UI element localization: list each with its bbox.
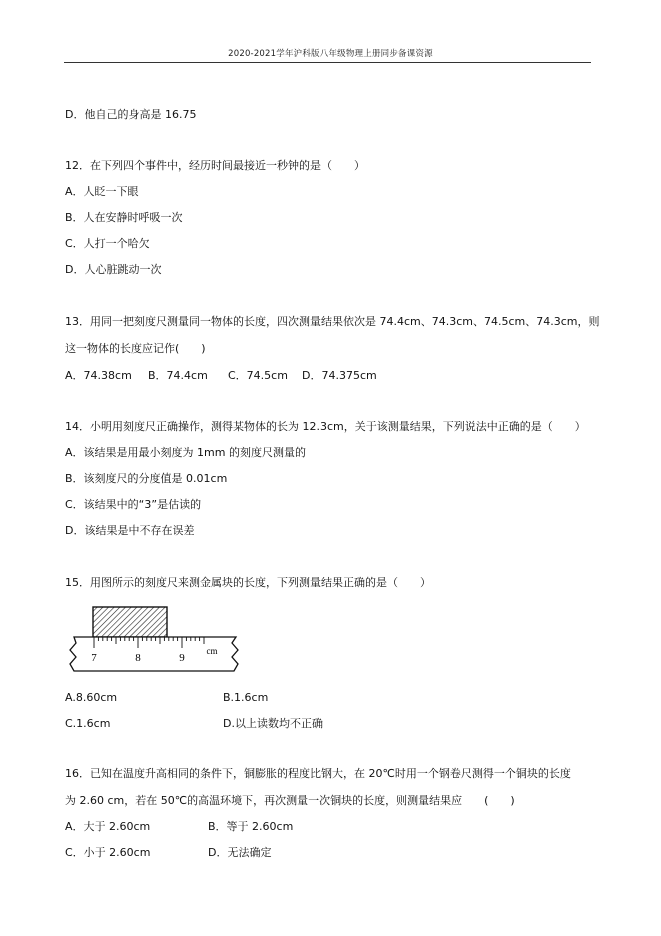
q16-stem-line1-part-a: 16．已知在温度升高相同的条件下，铜膨胀的程度比钢大，在 20 <box>65 767 383 780</box>
q14-option-b: B．该刻度尺的分度值是 0.01cm <box>65 472 228 485</box>
q12-option-c: C．人打一个哈欠 <box>65 237 150 250</box>
page-header-title: 2020-2021学年沪科版八年级物理上册同步备课资源 <box>228 49 433 59</box>
q16-option-d: D．无法确定 <box>208 846 272 859</box>
q12-option-a: A．人眨一下眼 <box>65 185 139 198</box>
q13-option-d: D．74.375cm <box>302 369 377 382</box>
q16-stem-line1-part-b: ℃时用一个钢卷尺测得一个铜块的长度 <box>382 767 571 780</box>
ruler-label-7: 7 <box>91 652 97 664</box>
q16-stem-line1 <box>65 767 571 781</box>
q15-stem: 15．用图所示的刻度尺来测金属块的长度，下列测量结果正确的是（ ） <box>65 576 431 589</box>
q14-option-d: D．该结果是中不存在误差 <box>65 524 195 537</box>
q14-option-c: C．该结果中的“3”是估读的 <box>65 498 202 511</box>
q13-stem-line1: 13．用同一把刻度尺测量同一物体的长度，四次测量结果依次是 74.4cm、74.3cm、74.5cm、74.3cm，则 <box>65 315 600 328</box>
q14-stem: 14．小明用刻度尺正确操作，测得某物体的长为 12.3cm，关于该测量结果，下列说法中正确的是（ ） <box>65 420 586 433</box>
q12-option-d: D．人心脏跳动一次 <box>65 263 162 276</box>
q13-option-a: A．74.38cm <box>65 369 132 382</box>
q15-option-d: D.以上读数均不正确 <box>223 717 323 730</box>
q14-option-a: A．该结果是用最小刻度为 1mm 的刻度尺测量的 <box>65 446 306 459</box>
metal-block <box>93 607 167 637</box>
q12-option-b: B．人在安静时呼吸一次 <box>65 211 183 224</box>
q11-option-d: D．他自己的身高是 16.75 <box>65 108 197 121</box>
q15-option-a: A.8.60cm <box>65 691 118 704</box>
q13-stem-line2: 这一物体的长度应记作( ) <box>65 342 206 355</box>
q16-option-c: C．小于 2.60cm <box>65 846 151 859</box>
q16-option-b: B．等于 2.60cm <box>208 820 294 833</box>
header-divider <box>64 62 591 63</box>
ruler-label-9: 9 <box>179 652 185 664</box>
ruler-label-8: 8 <box>135 652 141 664</box>
ruler-diagram <box>66 604 242 676</box>
q16-option-a: A．大于 2.60cm <box>65 820 151 833</box>
q15-option-b: B.1.6cm <box>223 691 269 704</box>
q16-stem-line2-part-b: ℃的高温环境下，再次测量一次铜块的长度，则测量结果应 ( ) <box>174 794 515 807</box>
q16-stem-line2-part-a: 为 2.60 cm，若在 50 <box>65 794 175 807</box>
q13-option-b: B．74.4cm <box>148 369 208 382</box>
q13-option-c: C．74.5cm <box>228 369 288 382</box>
q15-option-c: C.1.6cm <box>65 717 111 730</box>
q12-stem: 12．在下列四个事件中，经历时间最接近一秒钟的是（ ） <box>65 159 365 172</box>
ruler-unit: cm <box>206 646 218 656</box>
q16-stem-line2 <box>65 794 515 808</box>
